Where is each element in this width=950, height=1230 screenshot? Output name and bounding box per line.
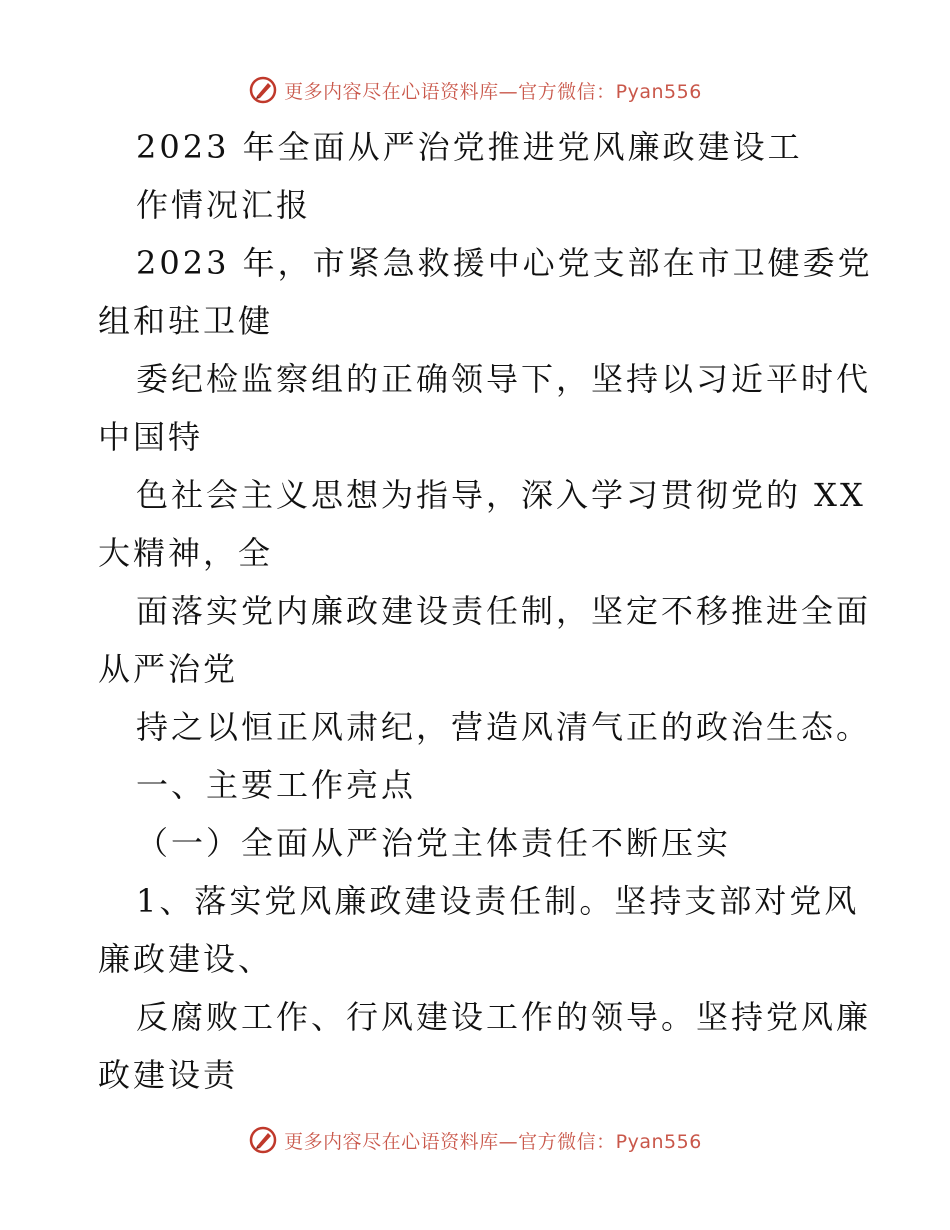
document-line: 政建设责 (98, 1056, 239, 1094)
document-line: 组和驻卫健 (98, 302, 274, 340)
document-line: 作情况汇报 (136, 186, 312, 224)
document-line: 2023 年全面从严治党推进党风廉政建设工 (136, 128, 803, 166)
watermark-text: 更多内容尽在心语资料库—官方微信：Pyan556 (284, 80, 702, 103)
pen-logo-icon (248, 75, 278, 105)
header-watermark (0, 70, 950, 110)
document-line: 一、主要工作亮点 (136, 766, 417, 804)
document-line: 持之以恒正风肃纪，营造风清气正的政治生态。 (136, 708, 872, 746)
document-line: 面落实党内廉政建设责任制，坚定不移推进全面 (136, 592, 872, 630)
document-line: （一）全面从严治党主体责任不断压实 (136, 824, 732, 862)
footer-watermark (0, 1120, 950, 1160)
document-line: 中国特 (98, 418, 204, 456)
watermark-text: 更多内容尽在心语资料库—官方微信：Pyan556 (284, 1130, 702, 1153)
document-line: 色社会主义思想为指导，深入学习贯彻党的 XX (136, 476, 866, 514)
document-line: 大精神，全 (98, 534, 274, 572)
document-line: 从严治党 (98, 650, 239, 688)
document-body (98, 118, 873, 1104)
document-line: 2023 年，市紧急救援中心党支部在市卫健委党 (136, 244, 873, 282)
document-line: 委纪检监察组的正确领导下，坚持以习近平时代 (136, 360, 872, 398)
pen-logo-icon (248, 1125, 278, 1155)
document-line: 1、落实党风廉政建设责任制。坚持支部对党风 (136, 882, 860, 920)
document-line: 反腐败工作、行风建设工作的领导。坚持党风廉 (136, 998, 872, 1036)
document-line: 廉政建设、 (98, 940, 274, 978)
